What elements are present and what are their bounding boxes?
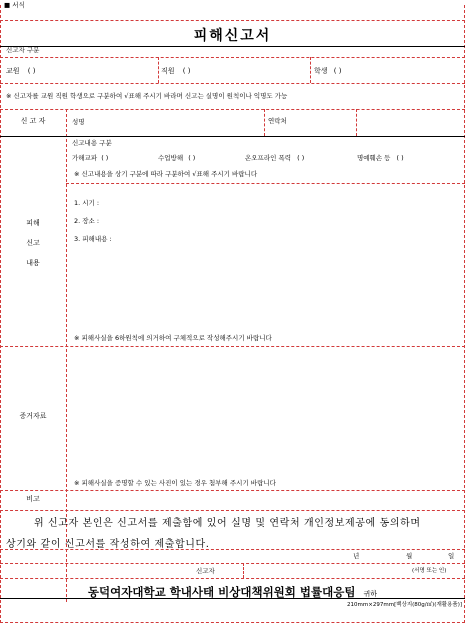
doc-label: ■ 서식 — [4, 1, 25, 9]
option-divider-2 — [310, 57, 311, 83]
date-divider — [0, 563, 465, 564]
page-title: 피해신고서 — [193, 28, 272, 44]
damage-side-label — [0, 213, 66, 273]
option-staff-label: 직원 — [161, 67, 175, 75]
category-2-checkbox[interactable]: ( ) — [188, 154, 196, 162]
footer-divider — [0, 598, 465, 599]
category-heading: 신고내용 구분 — [72, 139, 112, 147]
title-wrap — [0, 25, 465, 45]
category-1-label: 가해교파 — [72, 154, 98, 162]
evidence-divider — [0, 490, 465, 491]
footer-org: 동덕여자대학교 학내사태 비상대책위원회 법률대응팀 — [87, 585, 356, 599]
reporter-label: 신 고 자 — [20, 117, 46, 125]
reporter-type-heading: 신고자 구분 — [6, 46, 40, 54]
category-3-label: 온오프라인 폭력 — [245, 154, 292, 162]
signature-label: 신고자 — [196, 567, 215, 575]
category-2-label: 수업방해 — [158, 154, 184, 162]
reporter-row-divider — [0, 136, 465, 137]
reporter-row-divider-2 — [356, 109, 357, 136]
category-3[interactable] — [245, 154, 304, 162]
header-divider — [0, 20, 465, 21]
signature-row-divider — [0, 578, 465, 579]
contact-input[interactable] — [358, 112, 462, 134]
item-where: 2. 장소 : — [74, 217, 100, 225]
footer-suffix: 귀하 — [363, 590, 378, 598]
note-divider — [0, 109, 465, 110]
name-label: 성명 — [72, 118, 85, 126]
item-when: 1. 시기 : — [74, 199, 100, 207]
date-year: 년 — [353, 552, 360, 560]
date-month: 월 — [406, 552, 413, 560]
damage-divider — [0, 346, 465, 347]
frame-left-border — [0, 5, 1, 623]
contact-label: 연락처 — [268, 117, 287, 125]
reporter-type-divider — [0, 57, 465, 58]
category-4-checkbox[interactable]: ( ) — [396, 154, 404, 162]
category-4-label: 명예훼손 등 — [357, 154, 391, 162]
frame-bottom-border — [0, 622, 465, 623]
category-divider — [66, 183, 465, 184]
frame-right-border — [464, 5, 465, 623]
category-1-checkbox[interactable]: ( ) — [101, 154, 109, 162]
damage-details-textarea[interactable] — [70, 190, 460, 330]
option-faculty-checkbox[interactable]: ( ) — [27, 67, 36, 75]
date-day: 일 — [448, 552, 455, 560]
damage-side-label-2: 신고 — [26, 239, 40, 247]
reporter-row-divider-1 — [264, 109, 265, 136]
item-details: 3. 피해내용 : — [74, 235, 112, 243]
options-divider — [0, 83, 465, 84]
title-divider — [0, 46, 465, 47]
category-2[interactable] — [158, 154, 195, 162]
reporter-type-note: ※ 신고자를 교원 직원 학생으로 구분하여 √표해 주시기 바라며 신고는 실명이 원칙이나 익명도 가능 — [6, 92, 288, 100]
option-student-checkbox[interactable]: ( ) — [333, 67, 342, 75]
signature-hint: (서명 또는 인) — [412, 568, 447, 574]
option-student-label: 학생 — [314, 67, 328, 75]
option-faculty[interactable] — [6, 67, 35, 76]
option-staff[interactable] — [161, 67, 190, 76]
remarks-label: 비고 — [26, 495, 40, 503]
category-3-checkbox[interactable]: ( ) — [297, 154, 305, 162]
doc-label-text: 서식 — [12, 1, 25, 9]
signature-field[interactable] — [246, 565, 406, 577]
evidence-attachment-area[interactable] — [70, 350, 460, 475]
category-note: ※ 신고내용을 상기 구분에 따라 구분하여 √표해 주시기 바랍니다 — [74, 170, 258, 178]
option-student[interactable] — [314, 67, 341, 76]
consent-line-1: 위 신고자 본인은 신고서를 제출함에 있어 실명 및 연락처 개인정보제공에 동의하며 — [34, 518, 421, 529]
remarks-divider — [0, 510, 465, 511]
damage-side-label-1: 피해 — [26, 219, 40, 227]
consent-line-2: 상기와 같이 신고서를 작성하여 제출합니다. — [6, 539, 210, 550]
option-divider-1 — [158, 57, 159, 83]
paper-spec: 210mm×297mm[백상지(80g/㎡)(재활용품)] — [347, 602, 462, 608]
evidence-label: 증거자료 — [19, 412, 47, 420]
evidence-note: ※ 피해사실을 증명할 수 있는 사진이 있는 경우 첨부해 주시기 바랍니다 — [74, 479, 276, 487]
damage-bottom-note: ※ 피해사실을 6하원칙에 의거하여 구체적으로 작성해주시기 바랍니다 — [74, 334, 272, 342]
option-staff-checkbox[interactable]: ( ) — [182, 67, 191, 75]
option-faculty-label: 교원 — [6, 67, 20, 75]
category-1[interactable] — [72, 154, 108, 162]
remarks-input[interactable] — [70, 492, 460, 509]
signature-divider — [243, 563, 244, 578]
category-4[interactable] — [357, 154, 404, 162]
consent-divider — [0, 549, 465, 550]
name-input[interactable] — [100, 112, 260, 134]
damage-side-label-3: 내용 — [26, 259, 40, 267]
